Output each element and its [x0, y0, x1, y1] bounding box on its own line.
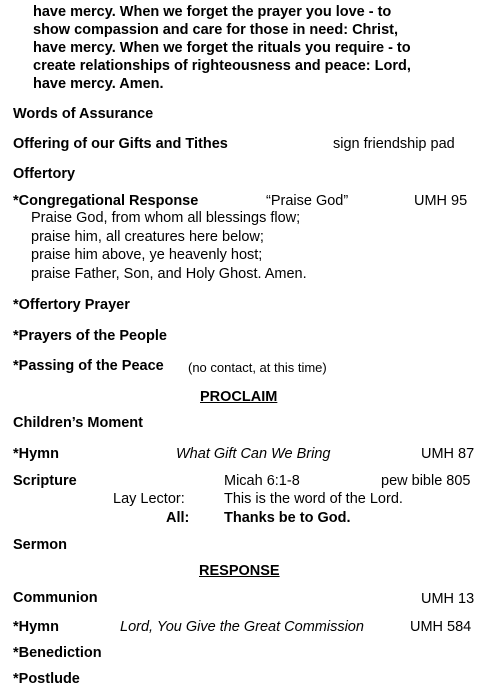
congregational-response-song: “Praise God” [266, 193, 349, 209]
hymn-ref: UMH 87 [421, 446, 475, 462]
prayers-of-people-heading: *Prayers of the People [13, 328, 167, 344]
passing-peace-heading: *Passing of the Peace [13, 358, 164, 374]
offertory-prayer-heading: *Offertory Prayer [13, 297, 130, 313]
congregational-response-heading: *Congregational Response [13, 193, 199, 209]
prayer-line: show compassion and care for those in need: Christ, [33, 22, 398, 38]
all-label: All: [166, 510, 190, 526]
scripture-ref: pew bible 805 [381, 473, 471, 489]
hymn-heading: *Hymn [13, 446, 59, 462]
doxology-line: praise Father, Son, and Holy Ghost. Amen. [31, 265, 307, 282]
doxology-verse [31, 209, 307, 283]
response-section-heading: RESPONSE [199, 563, 280, 579]
offertory-heading: Offertory [13, 166, 76, 182]
scripture-heading: Scripture [13, 473, 77, 489]
proclaim-section-heading: PROCLAIM [200, 389, 278, 405]
prayer-line: create relationships of righteousness and peace: Lord, [33, 58, 411, 74]
childrens-moment-heading: Children’s Moment [13, 415, 143, 431]
hymn-title: What Gift Can We Bring [176, 446, 331, 462]
passing-peace-note: (no contact, at this time) [188, 360, 327, 375]
lay-lector-text: This is the word of the Lord. [224, 491, 403, 507]
communion-heading: Communion [13, 590, 98, 606]
prayer-line: have mercy. When we forget the prayer you love - to [33, 4, 392, 20]
confession-prayer-text [33, 3, 473, 93]
congregational-response-ref: UMH 95 [414, 193, 468, 209]
prayer-line: have mercy. Amen. [33, 76, 164, 92]
doxology-line: praise him above, ye heavenly host; [31, 247, 263, 263]
doxology-line: Praise God, from whom all blessings flow; [31, 210, 301, 226]
lay-lector-label: Lay Lector: [113, 491, 185, 507]
benediction-heading: *Benediction [13, 645, 102, 661]
prayer-line: have mercy. When we forget the rituals you require - to [33, 40, 411, 56]
doxology-line: praise him, all creatures here below; [31, 228, 264, 245]
words-of-assurance-heading: Words of Assurance [13, 106, 154, 122]
hymn-heading: *Hymn [13, 619, 59, 635]
offering-heading: Offering of our Gifts and Tithes [13, 136, 228, 152]
hymn-ref: UMH 584 [410, 619, 472, 635]
sermon-heading: Sermon [13, 537, 67, 553]
hymn-title: Lord, You Give the Great Commission [120, 619, 364, 635]
offering-note: sign friendship pad [333, 136, 455, 152]
all-response-text: Thanks be to God. [224, 510, 351, 526]
communion-ref: UMH 13 [421, 591, 475, 607]
scripture-reading: Micah 6:1-8 [224, 473, 300, 489]
postlude-heading: *Postlude [13, 671, 80, 687]
